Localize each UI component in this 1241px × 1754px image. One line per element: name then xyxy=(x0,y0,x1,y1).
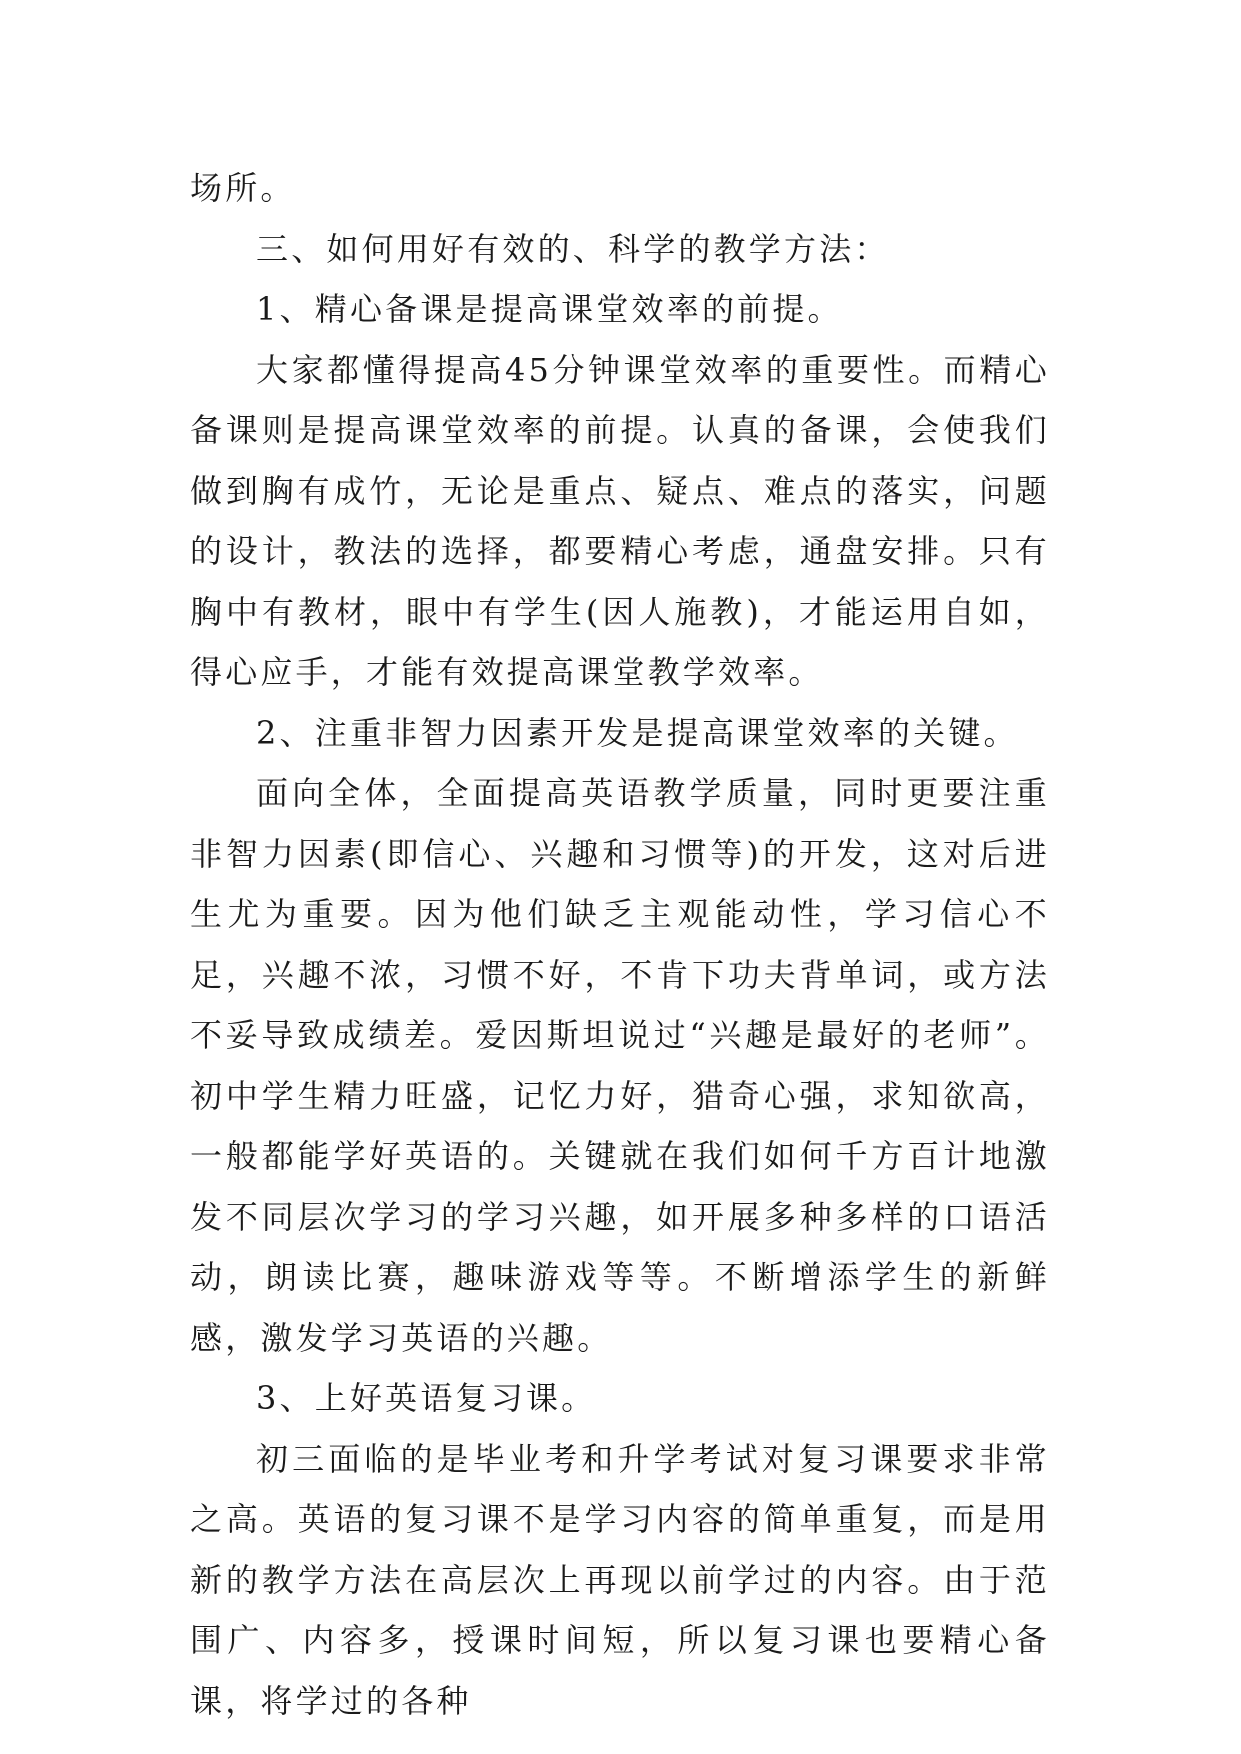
paragraph-continuation: 场所。 xyxy=(190,169,296,207)
paragraph-review-class: 初三面临的是毕业考和升学考试对复习课要求非常之高。英语的复习课不是学习内容的简单重复，而是用新的教学方法在高层次上再现以前学过的内容。由于范围广、内容多，授课时间短，所以复习课也要精心备课，将学过的各种 xyxy=(190,1439,1050,1720)
subsection-heading-3: 3、上好英语复习课。 xyxy=(256,1379,597,1417)
section-heading: 三、如何用好有效的、科学的教学方法： xyxy=(256,229,890,268)
paragraph-lesson-prep: 大家都懂得提高45分钟课堂效率的重要性。而精心备课则是提高课堂效率的前提。认真的备课，会使我们做到胸有成竹，无论是重点、疑点、难点的落实，问题的设计，教法的选择，都要精心考虑，通盘安排。只有胸中有教材，眼中有学生(因人施教)，才能运用自如，得心应手，才能有效提高课堂教学效率。 xyxy=(190,350,1050,691)
paragraph-non-intellectual-factors: 面向全体，全面提高英语教学质量，同时更要注重非智力因素(即信心、兴趣和习惯等)的开发，这对后进生尤为重要。因为他们缺乏主观能动性，学习信心不足，兴趣不浓，习惯不好，不肯下功夫背单词，或方法不妥导致成绩差。爱因斯坦说过“兴趣是最好的老师”。初中学生精力旺盛，记忆力好，猎奇心强，求知欲高，一般都能学好英语的。关键就在我们如何千方百计地激发不同层次学习的学习兴趣，如开展多种多样的口语活动，朗读比赛，趣味游戏等等。不断增添学生的新鲜感，激发学习英语的兴趣。 xyxy=(190,774,1050,1357)
subsection-heading-1: 1、精心备课是提高课堂效率的前提。 xyxy=(256,290,843,328)
subsection-heading-2: 2、注重非智力因素开发是提高课堂效率的关键。 xyxy=(256,713,1019,752)
body-text xyxy=(190,158,1050,1731)
